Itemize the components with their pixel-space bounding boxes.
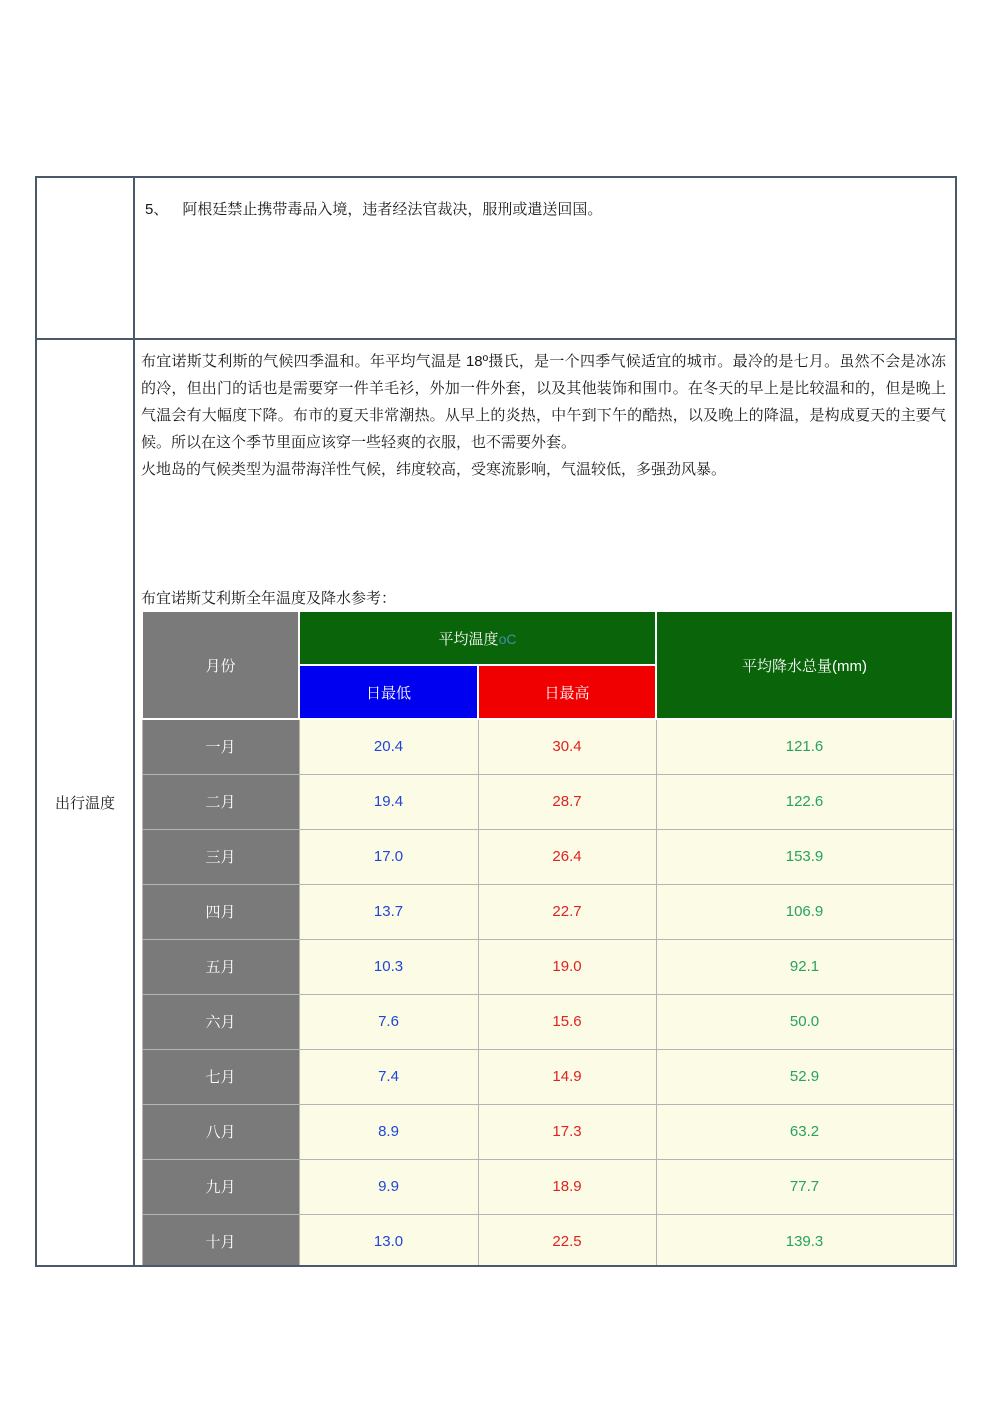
min-temp-cell: 7.4 — [299, 1049, 478, 1104]
min-temp-cell: 13.0 — [299, 1214, 478, 1265]
max-temp-cell: 22.5 — [478, 1214, 656, 1265]
min-temp-cell: 13.7 — [299, 884, 478, 939]
month-cell: 五月 — [142, 939, 299, 994]
month-column-header: 月份 — [142, 611, 299, 719]
precip-cell: 153.9 — [656, 829, 953, 884]
max-temp-cell: 15.6 — [478, 994, 656, 1049]
climate-paragraph-1: 布宜诺斯艾利斯的气候四季温和。年平均气温是 18º摄氏，是一个四季气候适宜的城市。最冷的是七月。虽然不会是冰冻的冷，但出门的话也是需要穿一件羊毛衫，外加一件外套，以及其他装饰和围巾。在冬天的早上是比较温和的，但是晚上气温会有大幅度下降。布市的夏天非常潮热。从早上的炎热，中午到下午的酷热，以及晚上的降温，是构成夏天的主要气候。所以在这个季节里面应该穿一些轻爽的衣服，也不需要外套。 — [141, 353, 946, 451]
notice-list-text: 阿根廷禁止携带毒品入境，违者经法官裁决，服刑或遣送回国。 — [182, 201, 603, 218]
month-cell: 二月 — [142, 774, 299, 829]
climate-table-caption: 布宜诺斯艾利斯全年温度及降水参考： — [141, 590, 397, 607]
max-temp-cell: 30.4 — [478, 719, 656, 774]
month-cell: 三月 — [142, 829, 299, 884]
precip-cell: 139.3 — [656, 1214, 953, 1265]
month-cell: 七月 — [142, 1049, 299, 1104]
notice-row-label-cell — [37, 178, 135, 338]
max-temp-cell: 17.3 — [478, 1104, 656, 1159]
table-row — [142, 774, 953, 829]
month-cell: 九月 — [142, 1159, 299, 1214]
avg-temp-header — [299, 611, 656, 665]
min-temp-cell: 17.0 — [299, 829, 478, 884]
precip-cell: 122.6 — [656, 774, 953, 829]
precip-cell: 77.7 — [656, 1159, 953, 1214]
max-temp-cell: 22.7 — [478, 884, 656, 939]
precip-cell: 63.2 — [656, 1104, 953, 1159]
precip-cell: 121.6 — [656, 719, 953, 774]
avg-temp-unit: oC — [498, 630, 517, 647]
month-cell: 一月 — [142, 719, 299, 774]
table-row — [142, 1049, 953, 1104]
notice-list-number: 5、 — [145, 201, 169, 218]
min-temp-cell: 9.9 — [299, 1159, 478, 1214]
month-cell: 十月 — [142, 1214, 299, 1265]
climate-row-label-cell — [37, 340, 135, 1265]
precip-cell: 92.1 — [656, 939, 953, 994]
table-row — [142, 719, 953, 774]
max-temp-cell: 26.4 — [478, 829, 656, 884]
climate-table-head — [142, 611, 953, 719]
table-row — [142, 1104, 953, 1159]
table-row — [142, 994, 953, 1049]
daily-min-header: 日最低 — [299, 665, 478, 719]
notice-text — [135, 178, 955, 222]
table-row — [142, 829, 953, 884]
climate-paragraph-2: 火地岛的气候类型为温带海洋性气候，纬度较高，受寒流影响，气温较低，多强劲风暴。 — [141, 461, 727, 478]
notice-row-content-cell — [135, 178, 955, 338]
max-temp-cell: 28.7 — [478, 774, 656, 829]
climate-table — [141, 610, 954, 1265]
min-temp-cell: 19.4 — [299, 774, 478, 829]
section-label: 出行温度 — [54, 795, 115, 812]
max-temp-cell: 18.9 — [478, 1159, 656, 1214]
daily-max-header: 日最高 — [478, 665, 656, 719]
table-row — [142, 939, 953, 994]
table-row — [142, 1214, 953, 1265]
month-cell: 八月 — [142, 1104, 299, 1159]
climate-table-body — [142, 719, 953, 1265]
min-temp-cell: 7.6 — [299, 994, 478, 1049]
avg-temp-label: 平均温度 — [438, 630, 499, 648]
min-temp-cell: 10.3 — [299, 939, 478, 994]
table-row — [142, 1159, 953, 1214]
min-temp-cell: 8.9 — [299, 1104, 478, 1159]
climate-row — [37, 340, 955, 1265]
precip-cell: 50.0 — [656, 994, 953, 1049]
min-temp-cell: 20.4 — [299, 719, 478, 774]
precip-cell: 52.9 — [656, 1049, 953, 1104]
month-cell: 四月 — [142, 884, 299, 939]
max-temp-cell: 19.0 — [478, 939, 656, 994]
climate-row-content-cell — [135, 340, 955, 1265]
month-cell: 六月 — [142, 994, 299, 1049]
table-row — [142, 884, 953, 939]
layout-table — [35, 176, 957, 1267]
climate-paragraphs — [135, 340, 955, 483]
precip-column-header: 平均降水总量(mm) — [656, 611, 953, 719]
max-temp-cell: 14.9 — [478, 1049, 656, 1104]
notice-row — [37, 178, 955, 340]
precip-cell: 106.9 — [656, 884, 953, 939]
